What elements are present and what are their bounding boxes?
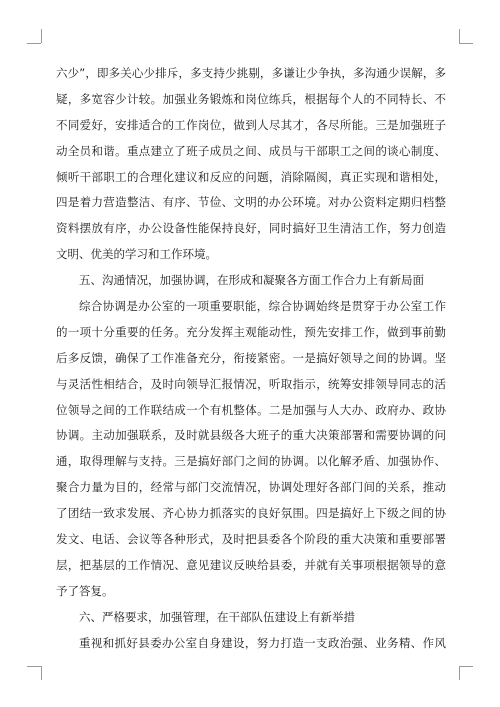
text-line: 重视和抓好县委办公室自身建设，努力打造一支政治强、业务精、作风 xyxy=(79,635,446,650)
crop-mark-bottom-right-v xyxy=(459,666,460,680)
crop-mark-top-left-h xyxy=(27,43,41,44)
text-line: 文明、优美的学习和工作环境。 xyxy=(56,247,217,262)
text-line: 发文、电话、会议等各种形式，及时把县委各个阶段的重大决策和重要部署 xyxy=(56,532,446,547)
text-line: 了团结一致求发展、齐心协力抓落实的良好氛围。四是搞好上下级之间的协 xyxy=(56,506,446,521)
text-line: 资料摆放有序，办公设备性能保持良好，同时搞好卫生清洁工作，努力创造 xyxy=(56,221,446,236)
text-line: 协调。主动加强联系，及时就县级各大班子的重大决策部署和需要协调的问 xyxy=(56,428,446,443)
crop-mark-bottom-left-h xyxy=(27,666,41,667)
crop-mark-bottom-left-v xyxy=(41,666,42,680)
text-line: 五、沟通情况，加强协调，在形成和凝聚各方面工作合力上有新局面 xyxy=(79,273,424,288)
text-line: 动全员和谐。重点建立了班子成员之间、成员与干部职工之间的谈心制度、 xyxy=(56,143,446,158)
body-text xyxy=(56,61,446,656)
text-line: 通，取得理解与支持。三是搞好部门之间的协调。以化解矛盾、加强协作、 xyxy=(56,454,446,469)
text-line: 后多反馈，确保了工作准备充分，衔接紧密。一是搞好领导之间的协调。坚 xyxy=(56,350,446,365)
crop-mark-bottom-right-h xyxy=(459,666,473,667)
crop-mark-top-right-v xyxy=(459,29,460,43)
text-line: 的一项十分重要的任务。充分发挥主观能动性，预先安排工作，做到事前勤 xyxy=(56,324,446,339)
text-line: 与灵活性相结合，及时向领导汇报情况，听取指示，统筹安排领导同志的活 xyxy=(56,376,446,391)
crop-mark-top-right-h xyxy=(459,43,473,44)
crop-mark-top-left-v xyxy=(41,29,42,43)
text-line: 四是着力营造整洁、有序、节俭、文明的办公环境。对办公资料定期归档整 xyxy=(56,195,446,210)
text-line: 综合协调是办公室的一项重要职能，综合协调始终是贯穿于办公室工作 xyxy=(79,299,446,314)
text-line: 予了答复。 xyxy=(56,583,114,598)
text-line: 六、严格要求，加强管理，在干部队伍建设上有新举措 xyxy=(79,609,355,624)
text-line: 位领导之间的工作联结成一个有机整体。二是加强与人大办、政府办、政协 xyxy=(56,402,446,417)
text-line: 不同爱好，安排适合的工作岗位，做到人尽其才，各尽所能。三是加强班子 xyxy=(56,117,446,132)
text-line: 六少”，即多关心少排斥，多支持少挑剔，多谦让少争执，多沟通少误解，多 xyxy=(56,66,446,80)
text-line: 倾听干部职工的合理化建议和反应的问题，消除隔阂，真正实现和谐相处， xyxy=(56,169,446,184)
text-line: 层，把基层的工作情况、意见建议反映给县委，并就有关事项根据领导的意 xyxy=(56,557,446,572)
text-line: 疑，多宽容少计较。加强业务锻炼和岗位练兵，根据每个人的不同特长、不 xyxy=(56,91,446,106)
text-line: 聚合力量为目的，经常与部门交流情况，协调处理好各部门间的关系，推动 xyxy=(56,480,446,495)
